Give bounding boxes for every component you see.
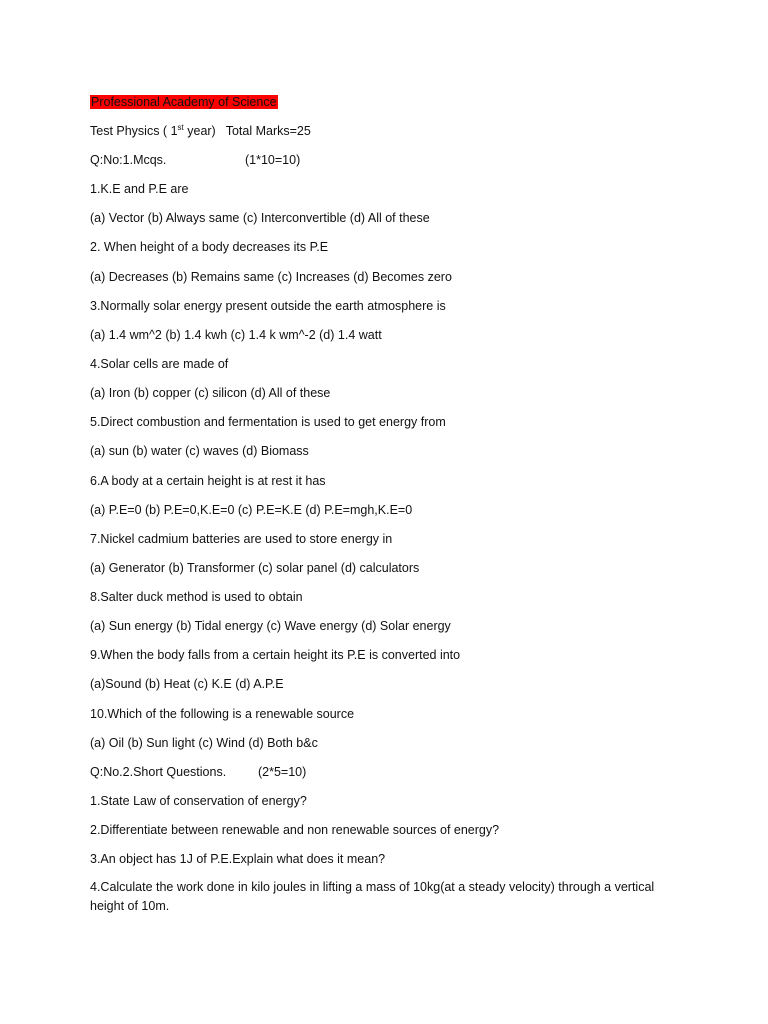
short-question: 1.State Law of conservation of energy? [90, 794, 307, 808]
mcq-question: 2. When height of a body decreases its P.E [90, 240, 329, 254]
mcq-question: 5.Direct combustion and fermentation is used to get energy from [90, 415, 446, 429]
mcq-options: (a) Iron (b) copper (c) silicon (d) All of these [90, 386, 331, 400]
mcq-question: 4.Solar cells are made of [90, 357, 229, 371]
academy-title: Professional Academy of Science [91, 95, 277, 109]
test-info-line [90, 124, 311, 139]
mcq-options: (a) P.E=0 (b) P.E=0,K.E=0 (c) P.E=K.E (d) P.E=mgh,K.E=0 [90, 503, 413, 517]
header-title-line [90, 95, 278, 110]
mcq-options: (a) Vector (b) Always same (c) Interconvertible (d) All of these [90, 211, 430, 225]
mcq-question: 8.Salter duck method is used to obtain [90, 590, 303, 604]
short-question: 4.Calculate the work done in kilo joules in lifting a mass of 10kg(at a steady velocity) through a vertical height of 10m. [90, 880, 655, 913]
mcq-options: (a) 1.4 wm^2 (b) 1.4 kwh (c) 1.4 k wm^-2 (d) 1.4 watt [90, 328, 382, 342]
test-name: Test Physics ( 1st year) [90, 122, 216, 138]
mcq-options: (a) sun (b) water (c) waves (d) Biomass [90, 444, 309, 458]
mcq-options: (a) Oil (b) Sun light (c) Wind (d) Both b&c [90, 736, 318, 750]
mcq-options: (a)Sound (b) Heat (c) K.E (d) A.P.E [90, 677, 284, 691]
short-question: 2.Differentiate between renewable and non renewable sources of energy? [90, 823, 500, 837]
mcq-question: 1.K.E and P.E are [90, 182, 189, 196]
mcq-question: 9.When the body falls from a certain height its P.E is converted into [90, 648, 461, 662]
mcq-options: (a) Sun energy (b) Tidal energy (c) Wave energy (d) Solar energy [90, 619, 451, 633]
mcq-question: 6.A body at a certain height is at rest it has [90, 474, 326, 488]
section1-heading: Q:No:1.Mcqs. [90, 153, 167, 167]
mcq-question: 10.Which of the following is a renewable source [90, 707, 355, 721]
mcq-question: 7.Nickel cadmium batteries are used to store energy in [90, 532, 393, 546]
section2-marks: (2*5=10) [258, 765, 307, 779]
section2-heading: Q:No.2.Short Questions. [90, 765, 227, 779]
mcq-options: (a) Generator (b) Transformer (c) solar panel (d) calculators [90, 561, 420, 575]
mcq-options: (a) Decreases (b) Remains same (c) Increases (d) Becomes zero [90, 270, 452, 284]
total-marks: Total Marks=25 [225, 124, 311, 138]
section1-heading-line [90, 153, 166, 168]
mcq-question: 3.Normally solar energy present outside the earth atmosphere is [90, 299, 446, 313]
section1-marks: (1*10=10) [245, 153, 301, 167]
short-question: 3.An object has 1J of P.E.Explain what does it mean? [90, 852, 386, 866]
